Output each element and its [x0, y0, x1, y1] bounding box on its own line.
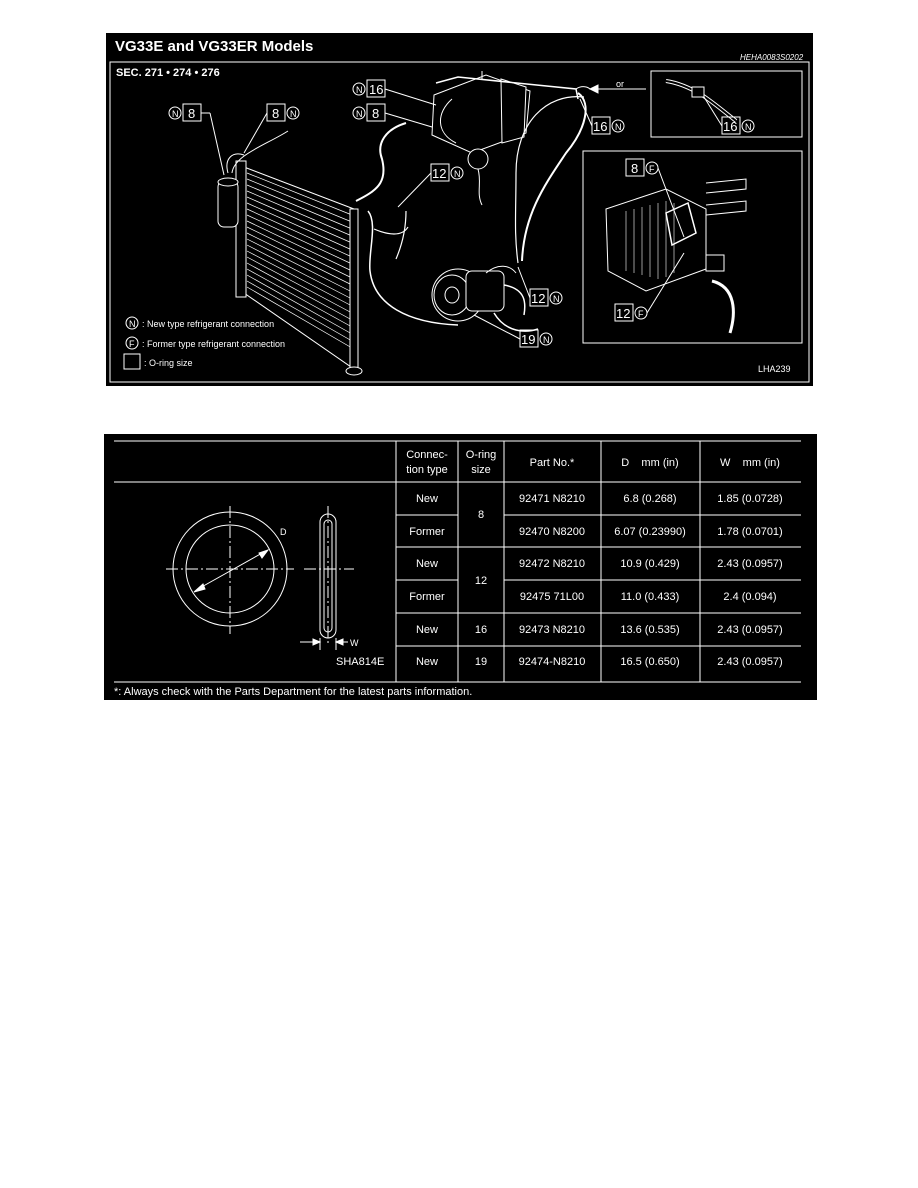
size-cell-12: 12 — [474, 575, 488, 587]
svg-text:11.0 (0.433): 11.0 (0.433) — [620, 591, 680, 603]
svg-text:1.78 (0.0701): 1.78 (0.0701) — [717, 526, 783, 538]
svg-text:19: 19 — [521, 332, 536, 347]
svg-text:N: N — [553, 294, 560, 304]
svg-text:N: N — [543, 335, 550, 345]
svg-text:2.43 (0.0957): 2.43 (0.0957) — [717, 656, 783, 668]
header-size-2: size — [471, 464, 491, 476]
svg-text:F: F — [649, 164, 655, 174]
svg-text:2.43 (0.0957): 2.43 (0.0957) — [717, 558, 783, 570]
oring-specification-table — [104, 434, 817, 700]
svg-text:8: 8 — [272, 106, 280, 121]
svg-text:New: New — [415, 656, 439, 668]
svg-text:8: 8 — [631, 161, 639, 176]
svg-text:Former: Former — [409, 526, 445, 538]
svg-text:8: 8 — [372, 106, 380, 121]
svg-text:92470 N8200: 92470 N8200 — [518, 526, 586, 538]
svg-text:16: 16 — [593, 119, 608, 134]
figure-title: VG33E and VG33ER Models — [115, 38, 314, 55]
ac-system-diagram — [106, 33, 813, 386]
svg-text:N: N — [615, 122, 622, 132]
svg-text:16: 16 — [723, 119, 738, 134]
table-footnote: *: Always check with the Parts Department for the latest parts information. — [114, 686, 473, 698]
svg-text:92472 N8210: 92472 N8210 — [518, 558, 586, 570]
svg-text:92471 N8210: 92471 N8210 — [518, 493, 586, 505]
header-part: Part No.* — [529, 457, 575, 469]
svg-text:19: 19 — [474, 656, 488, 668]
svg-text:New: New — [415, 493, 439, 505]
legend-former-type: : Former type refrigerant connection — [142, 339, 286, 349]
svg-text:N: N — [356, 85, 363, 95]
svg-text:New: New — [415, 624, 439, 636]
svg-text:10.9 (0.429): 10.9 (0.429) — [620, 558, 680, 570]
header-type-1: Connec- — [406, 449, 448, 461]
svg-text:Former: Former — [409, 591, 445, 603]
svg-text:2.43 (0.0957): 2.43 (0.0957) — [717, 624, 783, 636]
svg-text:N: N — [290, 109, 297, 119]
svg-text:N: N — [745, 122, 752, 132]
legend-new-type: : New type refrigerant connection — [142, 319, 275, 329]
svg-text:8: 8 — [188, 106, 196, 121]
svg-text:N: N — [454, 169, 461, 179]
svg-text:6.8 (0.268): 6.8 (0.268) — [623, 493, 677, 505]
legend-oring-size: : O-ring size — [144, 358, 193, 368]
section-label: SEC. 271 • 274 • 276 — [116, 67, 220, 79]
svg-text:N: N — [129, 319, 136, 329]
svg-text:13.6 (0.535): 13.6 (0.535) — [620, 624, 680, 636]
svg-text:2.4 (0.094): 2.4 (0.094) — [723, 591, 777, 603]
svg-text:N: N — [356, 109, 363, 119]
svg-text:N: N — [172, 109, 179, 119]
svg-text:16: 16 — [474, 624, 488, 636]
dim-d-label: D — [280, 527, 287, 537]
svg-text:12: 12 — [432, 166, 447, 181]
svg-text:F: F — [638, 309, 644, 319]
size-cell-8: 8 — [477, 509, 485, 521]
figure-ref: LHA239 — [758, 364, 791, 374]
header-type-2: tion type — [406, 464, 448, 476]
svg-text:92475 71L00: 92475 71L00 — [519, 591, 585, 603]
svg-text:F: F — [129, 339, 135, 349]
svg-text:1.85 (0.0728): 1.85 (0.0728) — [717, 493, 783, 505]
svg-text:92473 N8210: 92473 N8210 — [518, 624, 586, 636]
figure-ref-2: SHA814E — [336, 656, 385, 668]
dim-w-label: W — [350, 638, 359, 648]
svg-text:16: 16 — [369, 82, 384, 97]
svg-text:6.07 (0.23990): 6.07 (0.23990) — [614, 526, 686, 538]
header-w: W mm (in) — [720, 457, 780, 469]
or-label: or — [616, 79, 625, 89]
figure-code: HEHA0083S0202 — [740, 53, 804, 62]
svg-text:16.5 (0.650): 16.5 (0.650) — [620, 656, 680, 668]
header-size-1: O-ring — [465, 449, 497, 461]
svg-text:12: 12 — [531, 291, 546, 306]
svg-text:92474-N8210: 92474-N8210 — [518, 656, 586, 668]
svg-text:New: New — [415, 558, 439, 570]
svg-text:12: 12 — [616, 306, 631, 321]
header-d: D mm (in) — [621, 457, 679, 469]
